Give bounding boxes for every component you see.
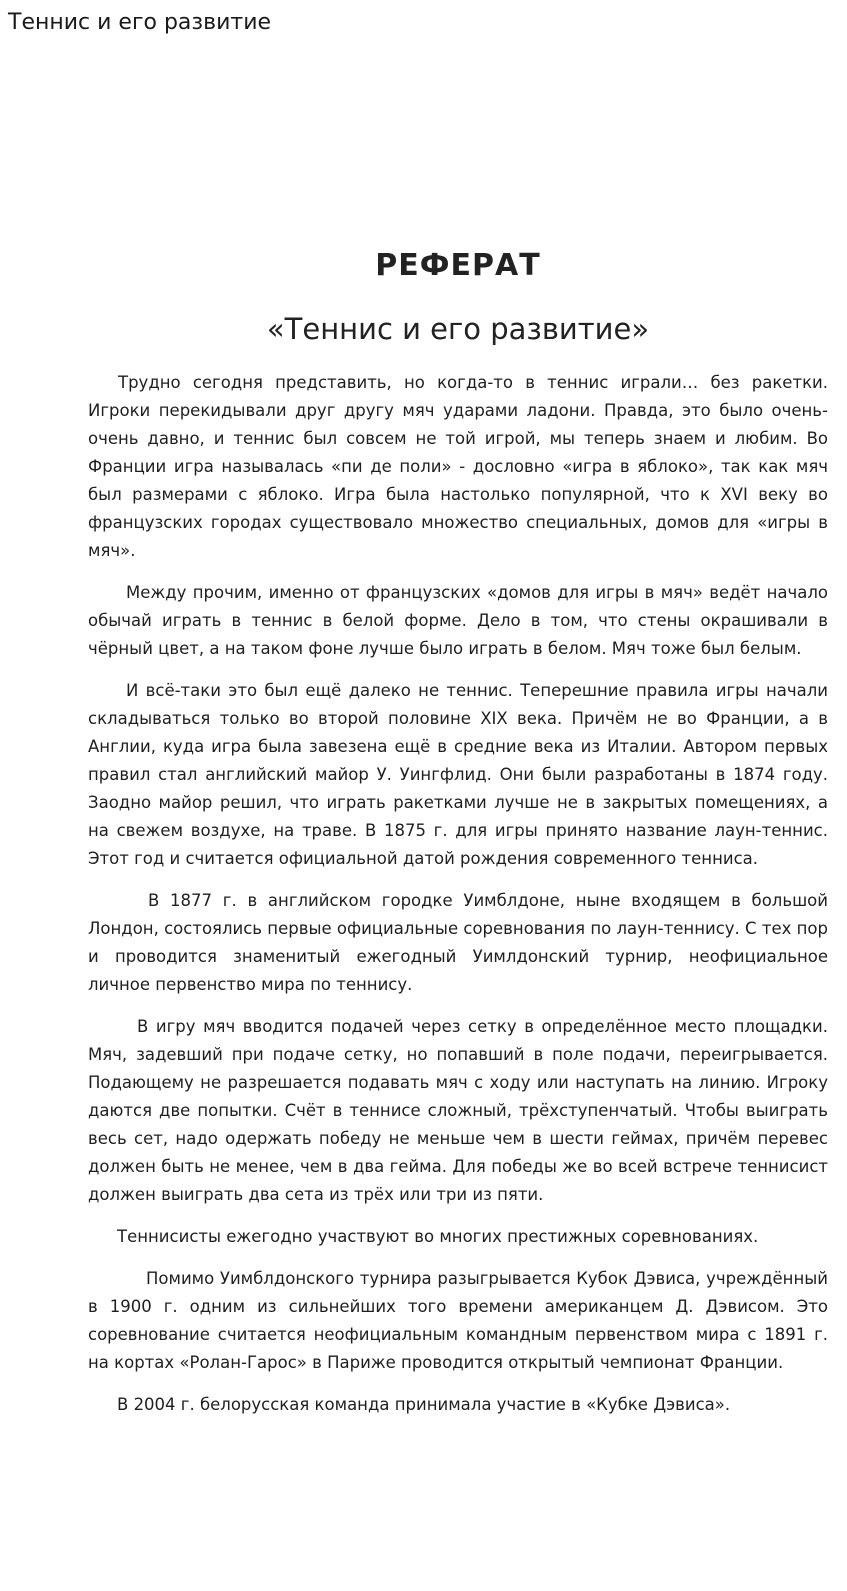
paragraph-davis-cup: Помимо Уимблдонского турнира разыгрывается Кубок Дэвиса, учреждённый в 1900 г. одним из сильнейших того времени американцем Д. Дэвисом. Это соревнование считается неофициальным командным первенством мира с 1891 г. на кортах «Ролан-Гарос» в Париже проводится открытый чемпионат Франции. — [88, 1269, 828, 1372]
page-header-title: Теннис и его развитие — [8, 10, 272, 35]
paragraph-scoring: В игру мяч вводится подачей через сетку в определённое место площадки. Мяч, задевший при подаче сетку, но попавший в поле подачи, переигрывается. Подающему не разрешается подавать мяч с ходу или наступать на линию. Игроку даются две попытки. Счёт в теннисе сложный, трёхступенчатый. Чтобы выиграть весь сет, надо одержать победу не меньше чем в шести геймах, причём перевес должен быть не менее, чем в два гейма. Для победы же во всей встрече теннисист должен выиграть два сета из трёх или три из пяти. — [88, 1017, 828, 1204]
paragraph-competitions: Теннисисты ежегодно участвуют во многих престижных соревнованиях. — [117, 1227, 759, 1246]
paragraph-belarus: В 2004 г. белорусская команда принимала участие в «Кубке Дэвиса». — [117, 1395, 731, 1414]
document-body — [88, 369, 828, 1433]
paragraph-history: Трудно сегодня представить, но когда-то в теннис играли… без ракетки. Игроки перекидывали друг другу мяч ударами ладони. Правда, это было очень-очень давно, и теннис был совсем не той игрой, мы теперь знаем и любим. Во Франции игра называлась «пи де поли» - дословно «игра в яблоко», так как мяч был размерами с яблоко. Игра была настолько популярной, что к XVI веку во французских городах существовало множество специальных, домов для «игры в мяч». — [88, 373, 828, 560]
paragraph-wimbledon: В 1877 г. в английском городке Уимблдоне, ныне входящем в большой Лондон, состоялись первые официальные соревнования по лаун-теннису. С тех пор и проводится знаменитый ежегодный Уимлдонский турнир, неофициальное личное первенство мира по теннису. — [88, 891, 828, 994]
document-title: «Теннис и его развитие» — [266, 312, 650, 346]
document-label: РЕФЕРАТ — [375, 248, 541, 283]
paragraph-modern-rules: И всё-таки это был ещё далеко не теннис. Теперешние правила игры начали складываться только во второй половине XIX века. Причём не во Франции, а в Англии, куда игра была завезена ещё в средние века из Италии. Автором первых правил стал английский майор У. Уингфлид. Они были разработаны в 1874 году. Заодно майор решил, что играть ракетками лучше не в закрытых помещениях, а на свежем воздухе, на траве. В 1875 г. для игры принято название лаун-теннис. Этот год и считается официальной датой рождения современного тенниса. — [88, 681, 828, 868]
paragraph-white-uniform: Между прочим, именно от французских «домов для игры в мяч» ведёт начало обычай играть в теннис в белой форме. Дело в том, что стены окрашивали в чёрный цвет, а на таком фоне лучше было играть в белом. Мяч тоже был белым. — [88, 583, 828, 658]
